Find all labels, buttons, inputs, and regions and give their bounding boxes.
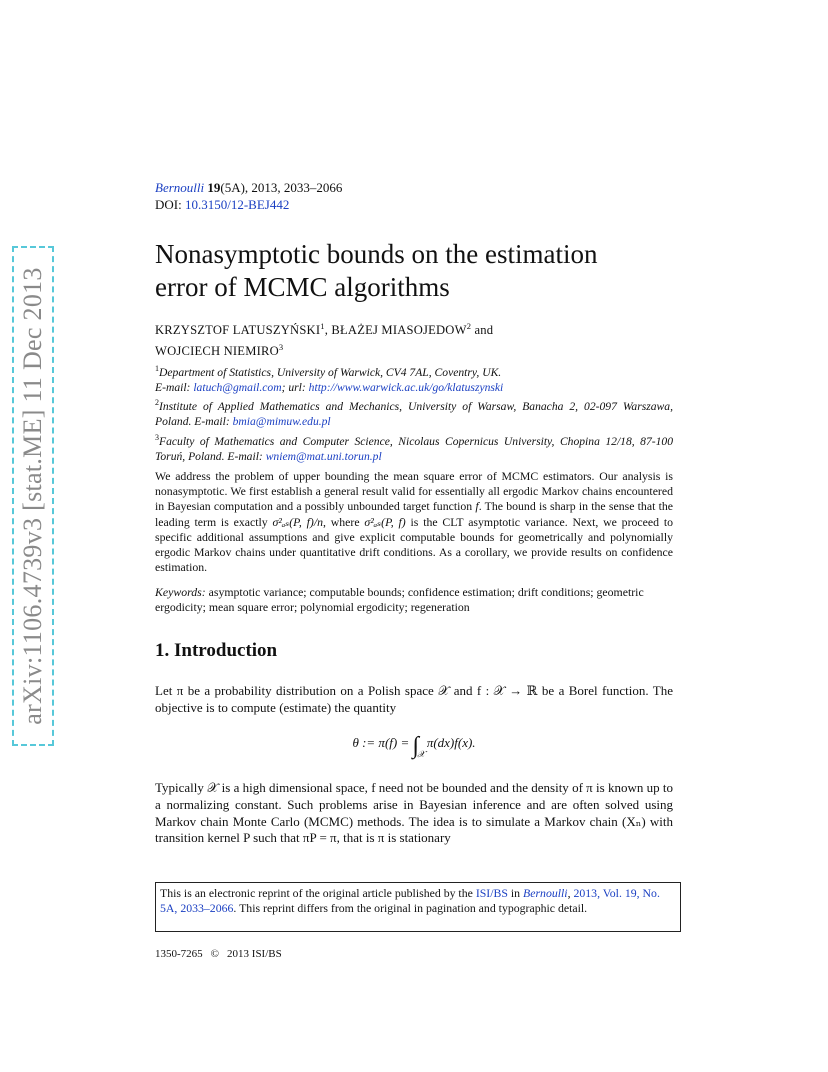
math-expression: σ²ₐₛ(P, f) [364,514,406,529]
citation-link[interactable]: 2013, Vol. 19, No. 5A, 2033–2066 [160,886,660,915]
url-link[interactable]: http://www.warwick.ac.uk/go/klatuszynski [308,381,504,395]
arxiv-stamp[interactable]: arXiv:1106.4739v3 [stat.ME] 11 Dec 2013 [18,267,47,725]
isi-bs-link[interactable]: ISI/BS [475,886,508,900]
abstract: We address the problem of upper bounding the mean square error of MCMC estimators. Our analysis is nonasymptotic. We first establish a general result valid for essentially all ergodic Markov chains encountered in Bayesian computation and a possibly unbounded target function f. The bound is sharp in the sense that the leading term is exactly σ²ₐₛ(P, f)/n, where σ²ₐₛ(P, f) is the CLT asymptotic variance. Next, we proceed to specific additional assumptions and give explicit computable bounds for geometrically and polynomially ergodic Markov chains under quantitative drift conditions. As a corollary, we provide results on confidence estimation. [155,469,673,575]
section-title: Introduction [174,640,278,661]
journal-link[interactable]: Bernoulli [523,886,568,900]
author-2-mark: 2 [466,321,472,331]
doi-label: DOI: [155,197,182,212]
doi-line [155,197,289,213]
equation-lhs: θ := π(f) = [352,735,413,750]
affiliation-3: $^3$Faculty of Mathematics and Computer Science, Nicolaus Copernicus University, Chopina 12/18, 87-100 Toruń, Poland. E-mail: wniem@mat.uni.torun.pl [155,432,673,463]
integral-domain: 𝒳 [417,749,425,759]
issn: 1350-7265 [155,948,203,960]
journal-citation [155,180,342,196]
author-1: KRZYSZTOF LATUSZYŃSKI [155,323,321,338]
section-number: 1. [155,640,170,661]
equation-rhs: π(dx)f(x). [426,735,476,750]
journal-volume: 19 [207,180,221,195]
author-separator: and [471,323,494,338]
title-line-1: Nonasymptotic bounds on the estimation [155,239,598,269]
math-expression: σ²ₐₛ(P, f)/n [272,514,323,529]
intro-paragraph-2: Typically 𝒳 is a high dimensional space, f need not be bounded and the density of π is known up to a normalizing constant. Such problems arise in Bayesian inference and are often solved using Markov chain Monte Carlo (MCMC) methods. The idea is to simulate a Markov chain (Xₙ) with transition kernel P such that πP = π, that is π is stationary [155,780,673,846]
integral-sign: ∫ [412,733,420,759]
author-3-mark: 3 [278,342,284,353]
intro-paragraph-1: Let π be a probability distribution on a Polish space 𝒳 and f : 𝒳 → ℝ be a Borel function. The objective is to compute (estimate) the quantity [155,683,673,715]
equation [155,733,673,760]
author-3: WOJCIECH NIEMIRO [155,344,279,359]
title-line-2: error of MCMC algorithms [155,272,450,302]
author-2: BŁAŻEJ MIASOJEDOW [331,323,467,338]
affiliation-2: $^2$Institute of Applied Mathematics and Mechanics, University of Warsaw, Banacha 2, 02-097 Warszawa, Poland. E-mail: bmia@mimuw.edu.pl [155,398,673,429]
affiliations [155,361,673,464]
journal-issue-pages: (5A), 2013, 2033–2066 [220,180,343,195]
email-link[interactable]: bmia@mimuw.edu.pl [232,415,331,429]
paper-title [155,238,675,304]
email-link[interactable]: wniem@mat.uni.torun.pl [265,449,382,463]
section-heading [155,640,277,662]
affiliation-1: $^1$Department of Statistics, University of Warwick, CV4 7AL, Coventry, UK. E-mail: latuch@gmail.com; url: http://www.warwick.ac.uk/go/klatuszynski [155,364,504,395]
doi-link[interactable]: 10.3150/12-BEJ442 [184,197,290,212]
copyright-icon: © [210,948,220,960]
email-link[interactable]: latuch@gmail.com [193,381,282,395]
journal-link[interactable]: Bernoulli [155,180,205,195]
keywords-text: asymptotic variance; computable bounds; confidence estimation; drift conditions; geometric ergodicity; mean square error; polynomial ergodicity; regeneration [155,585,644,615]
reprint-notice: This is an electronic reprint of the original article published by the ISI/BS in Bernoulli, 2013, Vol. 19, No. 5A, 2033–2066. This reprint differs from the original in pagination and typographic detail. [155,882,681,932]
keywords-label: Keywords: [155,585,206,599]
author-separator: , [324,323,332,338]
footer [155,948,282,960]
keywords [155,585,673,615]
copyright-text: 2013 ISI/BS [227,948,282,960]
author-list [155,318,493,360]
author-1-mark: 1 [320,321,325,331]
